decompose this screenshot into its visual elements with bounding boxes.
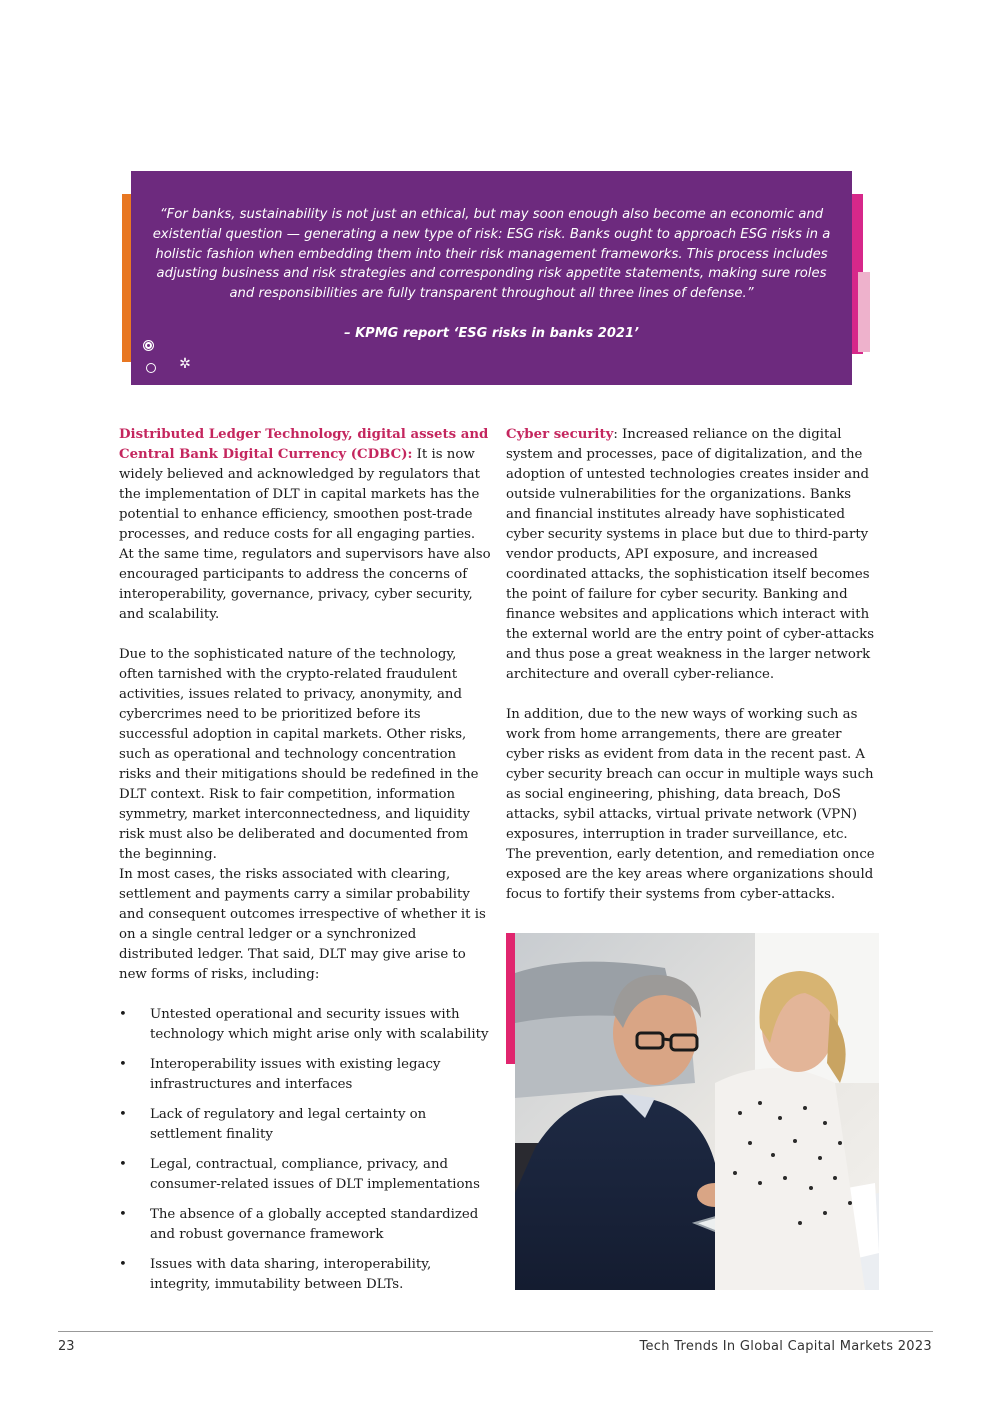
footer-divider [58,1331,933,1332]
quote-text: “For banks, sustainability is not just an ethical, but may soon enough also become an economic and existential question — generating a new type of risk: ESG risk. Banks ought to approach ESG risks in a holistic fashion when embedding them into their risk management frameworks. This process includes adjusting business and risk strategies and corresponding risk appetite statements, making sure roles and responsibilities are fully transparent throughout all three lines of defense.” [152,207,831,302]
photo-accent-bar [506,933,515,1064]
cyber-paragraph [506,425,876,685]
cyber-heading: Cyber security [506,427,614,442]
quote-attribution: – KPMG report ‘ESG risks in banks 2021’ [344,326,639,341]
dlt-risks-list [119,1005,491,1295]
bullet-icon: • [119,1257,127,1272]
list-item: • Untested operational and security issues with technology which might arise only with scalability [119,1007,489,1042]
bullet-icon: • [119,1207,127,1222]
bullet-icon: • [119,1007,127,1022]
cyber-body: : Increased reliance on the digital system and processes, pace of digitalization, and the adoption of untested technologies creates insider and outside vulnerabilities for the organizations. Banks and financial institutes already have sophisticated cyber security systems in place but due to third-party vendor products, API exposure, and increased coordinated attacks, the sophistication itself becomes the point of failure for cyber security. Banking and finance websites and applications which interact with the external world are the entry point of cyber-attacks and thus pose a great weakness in the larger network architecture and overall cyber-reliance. [506,427,875,682]
bullet-icon: • [119,1157,127,1172]
gear-icon [143,340,154,351]
circle-icon [146,363,156,373]
list-item: • Legal, contractual, compliance, privacy, and consumer-related issues of DLT implementations [119,1157,480,1192]
dlt-body: It is now widely believed and acknowledged by regulators that the implementation of DLT in capital markets has the potential to enhance efficiency, smoothen post-trade processes, and reduce costs for all engaging parties. At the same time, regulators and supervisors have also encouraged participants to address the concerns of interoperability, governance, privacy, cyber security, and scalability. [119,447,491,622]
office-photo [515,933,879,1290]
page-number: 23 [58,1339,75,1354]
dlt-risks-paragraph: Due to the sophisticated nature of the technology, often tarnished with the crypto-related fraudulent activities, issues related to privacy, anonymity, and cybercrimes need to be prioritized before its successful adoption in capital markets. Other risks, such as operational and technology concentration risks and their mitigations should be redefined in the DLT context. Risk to fair competition, information symmetry, market interconnectedness, and liquidity risk must also be deliberated and documented from the beginning. [119,647,479,862]
left-column [119,425,491,1305]
dlt-heading: Distributed Ledger Technology, digital assets and Central Bank Digital Currency (CDBC): [119,427,489,462]
quote-accent-pink [858,272,870,352]
bullet-icon: • [119,1057,127,1072]
list-item: • Interoperability issues with existing legacy infrastructures and interfaces [119,1057,441,1092]
dlt-clearing-paragraph: In most cases, the risks associated with clearing, settlement and payments carry a similar probability and consequent outcomes irrespective of whether it is on a single central ledger or a synchronized distributed ledger. That said, DLT may give arise to new forms of risks, including: [119,867,486,982]
bullet-icon: • [119,1107,127,1122]
right-column [506,425,876,925]
footer-title: Tech Trends In Global Capital Markets 2023 [639,1339,932,1354]
sparkle-icon: ✲ [179,356,191,372]
dlt-paragraph [119,425,491,625]
cyber-wfh-paragraph: In addition, due to the new ways of working such as work from home arrangements, there are greater cyber risks as evident from data in the recent past. A cyber security breach can occur in multiple ways such as social engineering, phishing, data breach, DoS attacks, sybil attacks, virtual private network (VPN) exposures, interruption in trader surveillance, etc. The prevention, early detention, and remediation once exposed are the key areas where organizations should focus to fortify their systems from cyber-attacks. [506,707,875,902]
list-item: • Lack of regulatory and legal certainty on settlement finality [119,1107,427,1142]
list-item: • The absence of a globally accepted standardized and robust governance framework [119,1207,479,1242]
list-item: • Issues with data sharing, interoperability, integrity, immutability between DLTs. [119,1257,432,1292]
